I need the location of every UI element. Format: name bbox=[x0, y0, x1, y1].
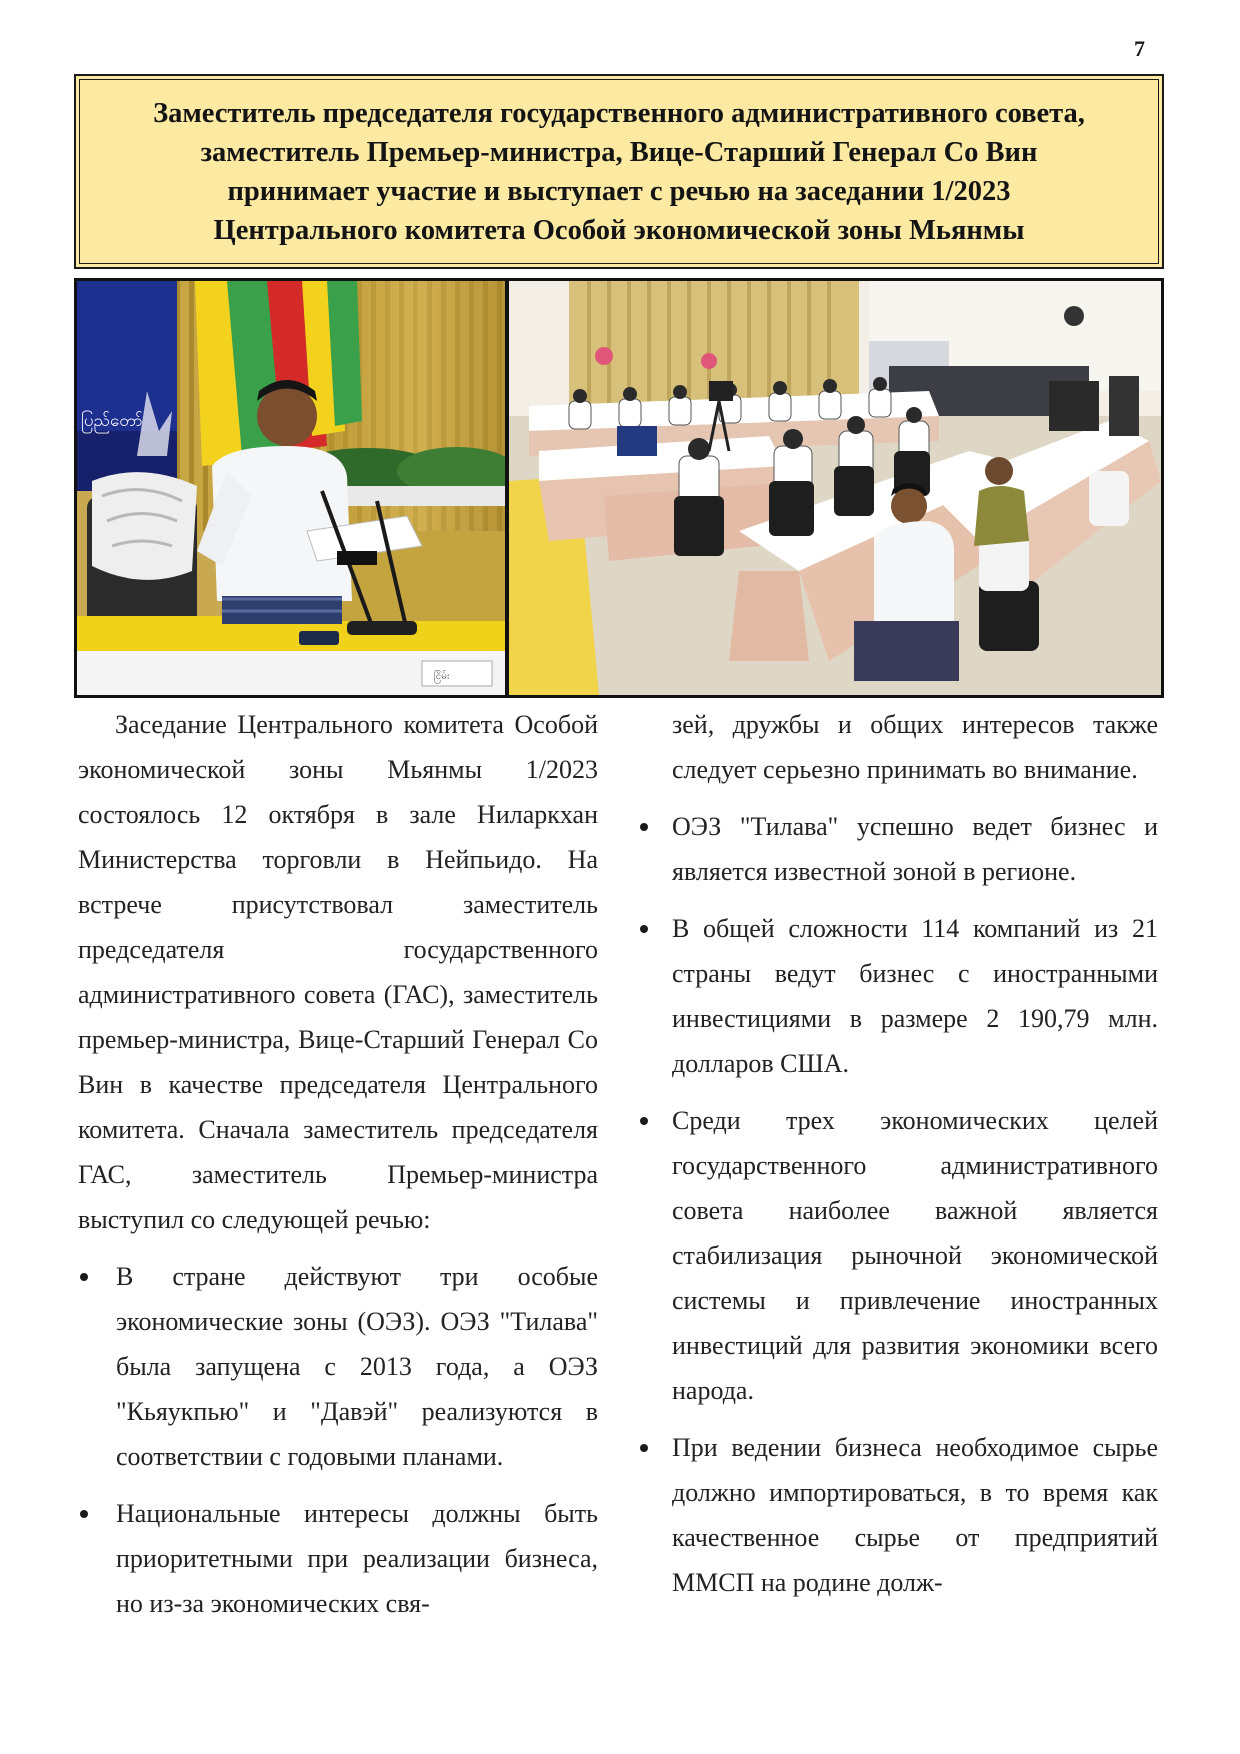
headline-line: Заместитель председателя государственного административного совета, bbox=[153, 97, 1085, 129]
screen-text: ပြည်တော် bbox=[81, 411, 143, 431]
speaker-photo bbox=[77, 281, 505, 695]
bullet-dot-icon bbox=[640, 1444, 648, 1452]
bullet-item bbox=[672, 1098, 1158, 1413]
photo-strip bbox=[74, 278, 1164, 698]
page-number: 7 bbox=[1134, 36, 1145, 61]
headline-line: Центрального комитета Особой экономической зоны Мьянмы bbox=[213, 214, 1025, 246]
bullet-list-left bbox=[78, 1254, 598, 1626]
continued-paragraph: зей, дружбы и общих интересов также следует серьезно принимать во внимание. bbox=[672, 710, 1158, 784]
bullet-text: В общей сложности 114 компаний из 21 страны ведут бизнес с иностранными инвестициями в размере 2 190,79 млн. долларов США. bbox=[672, 914, 1158, 1078]
article-column-right bbox=[672, 702, 1158, 1617]
bullet-text: Национальные интересы должны быть приоритетными при реализации бизнеса, но из-за экономических свя- bbox=[116, 1499, 598, 1618]
bullet-list-right bbox=[672, 804, 1158, 1605]
bullet-text: Среди трех экономических целей государственного административного совета наиболее важной является стабилизация рыночной экономической системы и привлечение иностранных инвестиций для развития экономики всего народа. bbox=[672, 1106, 1158, 1405]
headline-line: заместитель Премьер-министра, Вице-Старший Генерал Со Вин bbox=[200, 136, 1038, 168]
meeting-room-photo-image bbox=[509, 281, 1161, 695]
bullet-dot-icon bbox=[80, 1510, 88, 1518]
headline bbox=[153, 94, 1085, 250]
bullet-item bbox=[672, 906, 1158, 1086]
bullet-item bbox=[672, 1425, 1158, 1605]
bullet-text: В стране действуют три особые экономические зоны (ОЭЗ). ОЭЗ "Тилава" была запущена с 2013 года, а ОЭЗ "Кьяукпью" и "Давэй" реализуются в соответствии с годовыми планами. bbox=[116, 1262, 598, 1471]
bullet-item bbox=[672, 804, 1158, 894]
speaker-photo-image bbox=[77, 281, 505, 695]
bullet-item bbox=[78, 1491, 598, 1626]
bullet-item bbox=[78, 1254, 598, 1479]
bullet-dot-icon bbox=[640, 925, 648, 933]
nameplate-text: ငြိမ်း bbox=[434, 671, 450, 682]
bullet-dot-icon bbox=[640, 823, 648, 831]
bullet-text: При ведении бизнеса необходимое сырье должно импортироваться, в то время как качественное сырье от предприятий ММСП на родине долж- bbox=[672, 1433, 1158, 1597]
bullet-dot-icon bbox=[80, 1273, 88, 1281]
article-intro-paragraph: Заседание Центрального комитета Особой экономической зоны Мьянмы 1/2023 состоялось 12 октября в зале Ниларкхан Министерства торговли в Нейпьидо. На встрече присутствовал заместитель председателя государственного административного совета (ГАС), заместитель премьер-министра, Вице-Старший Генерал Со Вин в качестве председателя Центрального комитета. Сначала заместитель председателя ГАС, заместитель Премьер-министра выступил со следующей речью: bbox=[78, 710, 598, 1234]
article-column-left bbox=[78, 702, 598, 1638]
bullet-dot-icon bbox=[640, 1117, 648, 1125]
meeting-room-photo bbox=[509, 281, 1161, 695]
bullet-text: ОЭЗ "Тилава" успешно ведет бизнес и является известной зоной в регионе. bbox=[672, 812, 1158, 886]
headline-box bbox=[74, 74, 1164, 269]
headline-line: принимает участие и выступает с речью на заседании 1/2023 bbox=[227, 175, 1011, 207]
